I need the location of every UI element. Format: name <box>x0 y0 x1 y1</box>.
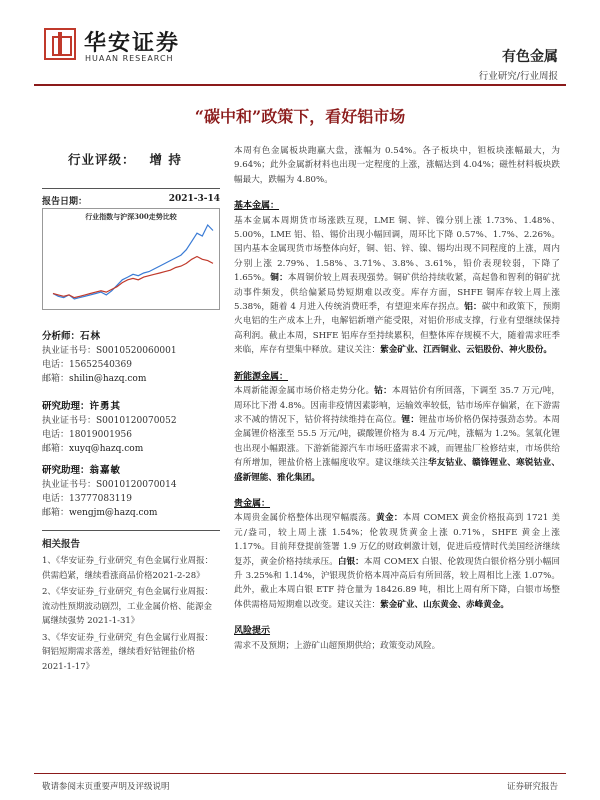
rating-label: 行业评级： <box>68 152 136 167</box>
main-body <box>234 144 560 653</box>
analyst-email-row: 邮箱：shilin@hazq.com <box>42 374 147 384</box>
company-logo-icon <box>44 28 76 60</box>
related-report-item[interactable]: 2、《华安证券_行业研究_有色金属行业周报：流动性预期波动剧烈，工业金属价格、能源金属继续强势 2021-1-31》 <box>42 587 214 626</box>
analyst-name: 石林 <box>80 331 102 342</box>
new-energy-paragraph: 本周新能源金属市场价格走势分化。钴：本周钴价有所回落，下调至 35.7 万元/吨，周环比下滑 4.8%。因南非疫情因素影响，运输效率较低，钴市场库存偏紧，在下游需求不减的情况下，钴价将持续维持在高位。锂：锂盐市场价格仍保持强劲态势。本周金属锂价格涨至 55.5 万元/吨，碳酸锂价格为 8.4 万元/吨，涨幅为 1.2%。氢氧化锂也出现小幅跟涨。下游新能源汽车市场旺盛需求不减，而锂盐厂检修结束，市场供给有所增加，锂盐价格上涨幅度收窄。建议继续关注华友钴业、赣锋锂业、寒锐钴业、盛新锂能、雅化集团。 <box>234 386 560 483</box>
report-date-label: 报告日期： <box>42 197 88 207</box>
assistant-block-2 <box>42 464 220 520</box>
analyst-email[interactable]: shilin@hazq.com <box>69 374 147 384</box>
assistant-cert: 执业证书号：S0010120070052 <box>42 416 177 426</box>
analyst-phone: 电话：15652540369 <box>42 360 132 370</box>
assistant-name: 翁嘉敏 <box>89 465 122 476</box>
sector-name: 有色金属 <box>502 49 558 65</box>
analyst-role: 分析师： <box>42 331 81 342</box>
section-heading: 贵金属： <box>234 498 271 509</box>
footer-divider <box>34 773 566 774</box>
divider <box>42 530 220 531</box>
assistant-email-row: 邮箱：xuyq@hazq.com <box>42 444 144 454</box>
assistant-phone: 电话：18019001956 <box>42 430 132 440</box>
base-metals-paragraph: 基本金属本周期货市场涨跌互现，LME 铜、锌、镍分别上涨 1.73%、1.48%、5.00%，LME 铝、铅、锡价出现小幅回调，周环比下降 0.57%、1.7%、2.26%。国内基本金属现货市场整体向好，铜、铝、锌、镍、锡均出现不同程度的上涨，周内分别上涨 2.79%、1.58%、3.71%、3.8%、3.61%，铅价表现较弱，下降了 1.65%。铜：本周铜价较上周表现强势。铜矿供给持续收紧，高起鲁和智利的铜矿扰动事件频发，供给偏紧局势短期难以改变。库存方面，SHFE 铜库存较上周上涨 5.38%，随着 4 月进入传统消费旺季，有望迎来库存拐点。铝：碳中和政策下，预期火电铝的生产成本上升，电解铝新增产能受限，对铝价形成支撑，行业有望继续保持高利润。截止本周，SHFE 铝库存至持续累积，但整体库存规模不大，随着需求旺季来临，库存有望集中释放。建议关注：紫金矿业、江西铜业、云铝股份、神火股份。 <box>234 215 560 356</box>
index-comparison-chart <box>42 208 220 310</box>
divider <box>42 188 220 189</box>
related-reports-list <box>42 554 220 676</box>
related-report-item[interactable]: 3、《华安证券_行业研究_有色金属行业周报：铜铝短期需求落差，继续看好钴锂盐价格 2021-1-17》 <box>42 632 214 672</box>
report-title: “碳中和”政策下，看好铝市场 <box>194 107 406 126</box>
assistant-block-1 <box>42 400 220 456</box>
risk-paragraph: 需求不及预期；上游矿山超预期供给；政策变动风险。 <box>234 640 441 651</box>
intro-paragraph: 本周有色金属板块跑赢大盘，涨幅为 0.54%。各子板块中，钽板块涨幅最大，为 9.64%；此外金属新材料也出现一定程度的上涨，涨幅达到 4.04%；磁性材料板块跌幅最大，跌幅为 4.80%。 <box>234 146 560 185</box>
assistant-cert: 执业证书号：S0010120070014 <box>42 480 177 490</box>
chart-plot <box>43 209 221 311</box>
hs300-index-line <box>53 257 213 298</box>
industry-rating <box>68 150 182 168</box>
section-heading: 基本金属： <box>234 201 280 212</box>
header-divider <box>34 84 566 86</box>
footer-report-type: 证券研究报告 <box>506 782 558 792</box>
assistant-email[interactable]: xuyq@hazq.com <box>69 444 144 454</box>
related-reports-heading: 相关报告 <box>42 539 81 550</box>
related-report-item[interactable]: 1、《华安证券_行业研究_有色金属行业周报：供需趋紧，继续看涨商品价格2021-2-28》 <box>42 556 214 581</box>
logo-text-en: HUAAN RESEARCH <box>85 54 174 63</box>
analyst-block <box>42 330 220 386</box>
rating-value: 增 持 <box>149 152 182 167</box>
assistant-role: 研究助理： <box>42 465 90 476</box>
analyst-cert: 执业证书号：S0010520060001 <box>42 346 177 356</box>
chart-title: 行业指数与沪深300走势比较 <box>85 212 177 221</box>
assistant-email-row: 邮箱：wengjm@hazq.com <box>42 508 158 518</box>
risk-heading: 风险提示 <box>234 626 271 637</box>
report-date <box>42 194 220 207</box>
section-heading: 新能源金属： <box>234 371 289 382</box>
assistant-role: 研究助理： <box>42 401 90 412</box>
footer-disclaimer: 敬请参阅末页重要声明及评级说明 <box>42 782 170 792</box>
logo-text-cn: 华安证券 <box>84 30 181 56</box>
breadcrumb: 行业研究/行业周报 <box>478 71 558 82</box>
assistant-email[interactable]: wengjm@hazq.com <box>69 508 158 518</box>
precious-metals-paragraph: 本周贵金属价格整体出现窄幅震荡。黄金：本周 COMEX 黄金价格报高到 1721 美元/盎司，较上周上涨 1.54%；伦敦现货黄金上涨 0.71%，SHFE 黄金上涨 1.17%。目前拜登提前签署 1.9 万亿的财政刺激计划，促进后疫情时代美国经济继续复苏，黄金价格持续承压。白银：本周 COMEX 白银、伦敦现货白银价格分别小幅回升 3.25%和 1.14%，沪银现货价格本周冲高后有所回落，较上周相比上涨 1.07%。此外，截止本周白银 ETF 持仓量为 18426.89 吨，相比上周有所下降，白银市场整体供需格局短期难以改变。建议关注：紫金矿业、山东黄金、赤峰黄金。 <box>234 513 560 610</box>
assistant-name: 许勇其 <box>89 401 122 412</box>
assistant-phone: 电话：13777083119 <box>42 494 132 504</box>
report-date-value: 2021-3-14 <box>168 194 220 204</box>
